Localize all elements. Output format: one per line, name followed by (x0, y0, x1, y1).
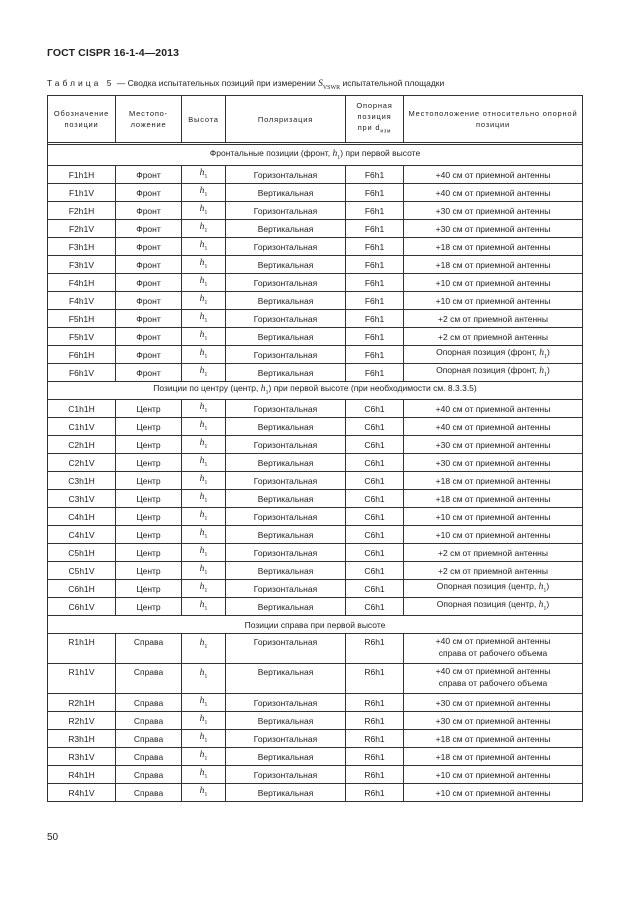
cell-polarization: Вертикальная (226, 418, 346, 436)
cell-relative-location: +18 см от приемной антенны (404, 730, 583, 748)
cell-height: $h_1$ (182, 418, 226, 436)
cell-reference: C6h1 (346, 418, 404, 436)
col-height: Высота (182, 96, 226, 143)
cell-designation: R3h1V (48, 748, 116, 766)
cell-location: Справа (116, 730, 182, 748)
cell-height: $h_1$ (182, 238, 226, 256)
table-row (48, 274, 583, 292)
cell-location: Фронт (116, 238, 182, 256)
cell-designation: C1h1H (48, 400, 116, 418)
cell-polarization: Вертикальная (226, 184, 346, 202)
cell-height: $h_1$ (182, 508, 226, 526)
table-row (48, 634, 583, 664)
cell-relative-location: +10 см от приемной антенны (404, 784, 583, 802)
cell-designation: F1h1V (48, 184, 116, 202)
cell-height: $h_1$ (182, 544, 226, 562)
cell-polarization: Вертикальная (226, 784, 346, 802)
table-caption (47, 78, 444, 91)
cell-reference: C6h1 (346, 472, 404, 490)
table-row (48, 508, 583, 526)
cell-polarization: Горизонтальная (226, 274, 346, 292)
cell-location: Справа (116, 748, 182, 766)
table-row (48, 694, 583, 712)
cell-polarization: Горизонтальная (226, 508, 346, 526)
cell-reference: C6h1 (346, 436, 404, 454)
cell-polarization: Горизонтальная (226, 238, 346, 256)
cell-polarization: Горизонтальная (226, 346, 346, 364)
cell-relative-location: +10 см от приемной антенны (404, 526, 583, 544)
cell-reference: F6h1 (346, 220, 404, 238)
cell-location: Фронт (116, 328, 182, 346)
table-row (48, 238, 583, 256)
table-row (48, 472, 583, 490)
page-number: 50 (47, 832, 59, 843)
table-row (48, 202, 583, 220)
cell-relative-location: +30 см от приемной антенны (404, 712, 583, 730)
cell-designation: C2h1H (48, 436, 116, 454)
section-header-row (48, 616, 583, 634)
cell-relative-location: +18 см от приемной антенны (404, 256, 583, 274)
col-reference: Опорная позиция при $d_{изм}$ (346, 96, 404, 143)
cell-location: Центр (116, 526, 182, 544)
table-row (48, 766, 583, 784)
cell-height: $h_1$ (182, 184, 226, 202)
section-title: Фронтальные позиции (фронт, $h_1$) при первой высоте (48, 145, 583, 166)
table-row (48, 784, 583, 802)
col-polarization: Поляризация (226, 96, 346, 143)
cell-polarization: Вертикальная (226, 256, 346, 274)
cell-location: Справа (116, 694, 182, 712)
cell-relative-location: +10 см от приемной антенны (404, 508, 583, 526)
cell-relative-location: +30 см от приемной антенны (404, 454, 583, 472)
cell-height: $h_1$ (182, 730, 226, 748)
cell-location: Центр (116, 436, 182, 454)
cell-location: Центр (116, 508, 182, 526)
cell-reference: F6h1 (346, 346, 404, 364)
cell-designation: R1h1V (48, 664, 116, 694)
cell-relative-location: +30 см от приемной антенны (404, 202, 583, 220)
cell-reference: R6h1 (346, 694, 404, 712)
cell-height: $h_1$ (182, 292, 226, 310)
cell-height: $h_1$ (182, 436, 226, 454)
cell-height: $h_1$ (182, 166, 226, 184)
cell-reference: C6h1 (346, 544, 404, 562)
cell-polarization: Вертикальная (226, 490, 346, 508)
cell-designation: F4h1V (48, 292, 116, 310)
cell-location: Справа (116, 634, 182, 664)
cell-polarization: Вертикальная (226, 328, 346, 346)
cell-location: Справа (116, 766, 182, 784)
cell-reference: C6h1 (346, 580, 404, 598)
cell-height: $h_1$ (182, 562, 226, 580)
cell-reference: F6h1 (346, 310, 404, 328)
cell-relative-location: +10 см от приемной антенны (404, 292, 583, 310)
cell-relative-location: +40 см от приемной антенны (404, 400, 583, 418)
cell-reference: C6h1 (346, 526, 404, 544)
cell-height: $h_1$ (182, 472, 226, 490)
cell-reference: C6h1 (346, 490, 404, 508)
cell-designation: C3h1H (48, 472, 116, 490)
cell-reference: F6h1 (346, 238, 404, 256)
section-header-row (48, 145, 583, 166)
cell-reference: R6h1 (346, 634, 404, 664)
cell-location: Фронт (116, 166, 182, 184)
cell-relative-location: Опорная позиция (фронт, $h_1$) (404, 364, 583, 382)
table-row (48, 292, 583, 310)
cell-polarization: Вертикальная (226, 220, 346, 238)
table-row (48, 562, 583, 580)
test-positions-table (47, 95, 583, 802)
cell-designation: F1h1H (48, 166, 116, 184)
cell-polarization: Вертикальная (226, 454, 346, 472)
cell-reference: R6h1 (346, 730, 404, 748)
table-row (48, 526, 583, 544)
cell-reference: F6h1 (346, 274, 404, 292)
cell-polarization: Вертикальная (226, 712, 346, 730)
cell-location: Справа (116, 712, 182, 730)
cell-height: $h_1$ (182, 220, 226, 238)
cell-designation: F3h1H (48, 238, 116, 256)
cell-designation: F2h1H (48, 202, 116, 220)
section-header-row (48, 382, 583, 400)
table-row (48, 712, 583, 730)
cell-relative-location: +18 см от приемной антенны (404, 748, 583, 766)
cell-height: $h_1$ (182, 634, 226, 664)
cell-reference: C6h1 (346, 508, 404, 526)
cell-polarization: Горизонтальная (226, 634, 346, 664)
cell-relative-location: +10 см от приемной антенны (404, 766, 583, 784)
cell-designation: F4h1H (48, 274, 116, 292)
col-relative-location: Местоположение относительно опорной позиции (404, 96, 583, 143)
cell-polarization: Горизонтальная (226, 694, 346, 712)
cell-polarization: Горизонтальная (226, 580, 346, 598)
cell-polarization: Вертикальная (226, 748, 346, 766)
cell-relative-location: +40 см от приемной антенны (404, 418, 583, 436)
table-row (48, 544, 583, 562)
document-header: ГОСТ CISPR 16-1-4—2013 (47, 47, 180, 59)
cell-relative-location: +18 см от приемной антенны (404, 238, 583, 256)
cell-location: Центр (116, 400, 182, 418)
cell-reference: F6h1 (346, 292, 404, 310)
table-row (48, 748, 583, 766)
cell-polarization: Вертикальная (226, 598, 346, 616)
cell-polarization: Горизонтальная (226, 730, 346, 748)
cell-height: $h_1$ (182, 694, 226, 712)
cell-polarization: Горизонтальная (226, 472, 346, 490)
cell-relative-location: +40 см от приемной антенны справа от рабочего объема (404, 664, 583, 694)
cell-designation: R2h1H (48, 694, 116, 712)
table-row (48, 490, 583, 508)
cell-relative-location: Опорная позиция (фронт, $h_1$) (404, 346, 583, 364)
cell-designation: F6h1H (48, 346, 116, 364)
cell-designation: C5h1H (48, 544, 116, 562)
cell-relative-location: +30 см от приемной антенны (404, 694, 583, 712)
col-designation: Обозначение позиции (48, 96, 116, 143)
cell-location: Фронт (116, 346, 182, 364)
table-body (48, 143, 583, 802)
cell-height: $h_1$ (182, 748, 226, 766)
cell-location: Фронт (116, 202, 182, 220)
cell-location: Фронт (116, 220, 182, 238)
section-title: Позиции справа при первой высоте (48, 616, 583, 634)
cell-reference: C6h1 (346, 598, 404, 616)
cell-relative-location: Опорная позиция (центр, $h_1$) (404, 598, 583, 616)
cell-relative-location: +2 см от приемной антенны (404, 544, 583, 562)
cell-location: Центр (116, 418, 182, 436)
cell-location: Центр (116, 562, 182, 580)
cell-height: $h_1$ (182, 400, 226, 418)
cell-designation: F6h1V (48, 364, 116, 382)
cell-polarization: Горизонтальная (226, 436, 346, 454)
cell-reference: F6h1 (346, 202, 404, 220)
cell-designation: C6h1V (48, 598, 116, 616)
cell-height: $h_1$ (182, 274, 226, 292)
cell-reference: F6h1 (346, 328, 404, 346)
cell-height: $h_1$ (182, 784, 226, 802)
cell-relative-location: +2 см от приемной антенны (404, 328, 583, 346)
cell-height: $h_1$ (182, 526, 226, 544)
cell-location: Фронт (116, 256, 182, 274)
cell-relative-location: +10 см от приемной антенны (404, 274, 583, 292)
cell-designation: R1h1H (48, 634, 116, 664)
table-row (48, 346, 583, 364)
cell-height: $h_1$ (182, 664, 226, 694)
cell-location: Справа (116, 784, 182, 802)
cell-designation: F2h1V (48, 220, 116, 238)
table-label: Таблица 5 (47, 78, 115, 88)
table-row (48, 364, 583, 382)
table-row (48, 328, 583, 346)
cell-reference: F6h1 (346, 364, 404, 382)
cell-polarization: Горизонтальная (226, 766, 346, 784)
cell-height: $h_1$ (182, 346, 226, 364)
cell-reference: R6h1 (346, 766, 404, 784)
cell-relative-location: +40 см от приемной антенны (404, 184, 583, 202)
cell-reference: R6h1 (346, 748, 404, 766)
cell-designation: C4h1V (48, 526, 116, 544)
cell-designation: C5h1V (48, 562, 116, 580)
cell-designation: C6h1H (48, 580, 116, 598)
cell-reference: R6h1 (346, 712, 404, 730)
cell-height: $h_1$ (182, 766, 226, 784)
cell-reference: C6h1 (346, 400, 404, 418)
cell-location: Центр (116, 580, 182, 598)
cell-location: Справа (116, 664, 182, 694)
table-row (48, 730, 583, 748)
col-location: Местопо-ложение (116, 96, 182, 143)
table-row (48, 436, 583, 454)
table-row (48, 166, 583, 184)
cell-location: Фронт (116, 364, 182, 382)
table-row (48, 220, 583, 238)
cell-designation: C3h1V (48, 490, 116, 508)
caption-symbol: $S_{VSWR}$ (318, 79, 341, 91)
cell-relative-location: +18 см от приемной антенны (404, 472, 583, 490)
cell-relative-location: +40 см от приемной антенны справа от рабочего объема (404, 634, 583, 664)
cell-designation: C4h1H (48, 508, 116, 526)
cell-height: $h_1$ (182, 454, 226, 472)
table-row (48, 256, 583, 274)
cell-designation: R4h1V (48, 784, 116, 802)
cell-location: Центр (116, 472, 182, 490)
cell-designation: F5h1V (48, 328, 116, 346)
cell-polarization: Вертикальная (226, 292, 346, 310)
table-row (48, 454, 583, 472)
cell-height: $h_1$ (182, 712, 226, 730)
cell-height: $h_1$ (182, 256, 226, 274)
cell-designation: F3h1V (48, 256, 116, 274)
cell-polarization: Горизонтальная (226, 310, 346, 328)
cell-height: $h_1$ (182, 310, 226, 328)
cell-reference: R6h1 (346, 664, 404, 694)
cell-designation: C1h1V (48, 418, 116, 436)
cell-location: Центр (116, 544, 182, 562)
cell-designation: R3h1H (48, 730, 116, 748)
cell-polarization: Вертикальная (226, 562, 346, 580)
cell-reference: F6h1 (346, 256, 404, 274)
cell-location: Фронт (116, 184, 182, 202)
cell-relative-location: +18 см от приемной антенны (404, 490, 583, 508)
cell-location: Центр (116, 490, 182, 508)
table-row (48, 400, 583, 418)
table-row (48, 310, 583, 328)
cell-polarization: Горизонтальная (226, 544, 346, 562)
caption-text: — Сводка испытательных позиций при измерении (114, 78, 319, 88)
cell-location: Фронт (116, 310, 182, 328)
cell-height: $h_1$ (182, 364, 226, 382)
cell-relative-location: +2 см от приемной антенны (404, 562, 583, 580)
cell-relative-location: +40 см от приемной антенны (404, 166, 583, 184)
cell-relative-location: +30 см от приемной антенны (404, 436, 583, 454)
cell-reference: F6h1 (346, 184, 404, 202)
cell-location: Центр (116, 454, 182, 472)
cell-polarization: Горизонтальная (226, 202, 346, 220)
cell-polarization: Вертикальная (226, 526, 346, 544)
table-row (48, 664, 583, 694)
cell-height: $h_1$ (182, 202, 226, 220)
cell-relative-location: Опорная позиция (центр, $h_1$) (404, 580, 583, 598)
cell-designation: R2h1V (48, 712, 116, 730)
cell-polarization: Вертикальная (226, 664, 346, 694)
caption-text-after: испытательной площадки (340, 78, 445, 88)
cell-polarization: Вертикальная (226, 364, 346, 382)
table-row (48, 598, 583, 616)
cell-height: $h_1$ (182, 328, 226, 346)
cell-designation: C2h1V (48, 454, 116, 472)
cell-reference: F6h1 (346, 166, 404, 184)
table-row (48, 580, 583, 598)
cell-location: Фронт (116, 274, 182, 292)
table-header-row (48, 96, 583, 143)
cell-polarization: Горизонтальная (226, 400, 346, 418)
cell-location: Центр (116, 598, 182, 616)
table-row (48, 184, 583, 202)
cell-relative-location: +2 см от приемной антенны (404, 310, 583, 328)
cell-height: $h_1$ (182, 490, 226, 508)
cell-reference: R6h1 (346, 784, 404, 802)
cell-designation: F5h1H (48, 310, 116, 328)
cell-reference: C6h1 (346, 454, 404, 472)
cell-designation: R4h1H (48, 766, 116, 784)
section-title: Позиции по центру (центр, $h_1$) при первой высоте (при необходимости см. 8.3.3.5) (48, 382, 583, 400)
cell-location: Фронт (116, 292, 182, 310)
cell-polarization: Горизонтальная (226, 166, 346, 184)
table-row (48, 418, 583, 436)
cell-height: $h_1$ (182, 580, 226, 598)
cell-relative-location: +30 см от приемной антенны (404, 220, 583, 238)
cell-height: $h_1$ (182, 598, 226, 616)
cell-reference: C6h1 (346, 562, 404, 580)
